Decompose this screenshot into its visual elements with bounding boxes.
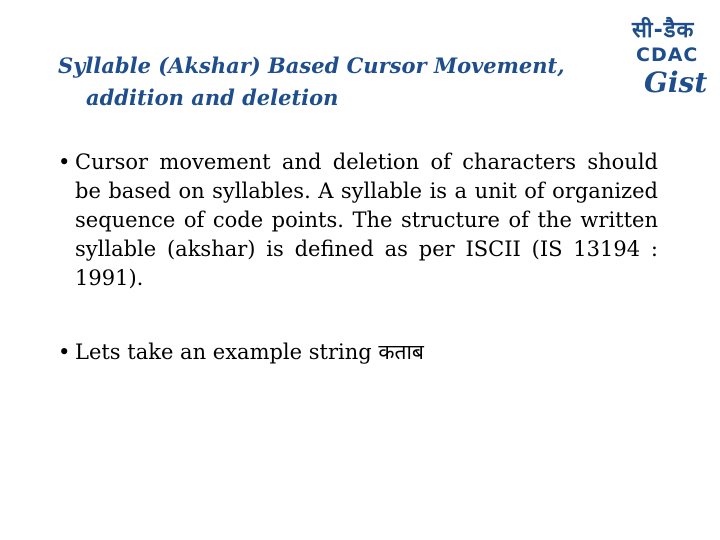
bullet-list xyxy=(58,148,658,367)
title-line-2: addition and deletion xyxy=(86,85,339,110)
bullet-dot: • xyxy=(58,340,71,364)
logo-devanagari-text: सी-डैक xyxy=(632,18,695,43)
slide-title xyxy=(58,50,618,114)
title-line-1: Syllable (Akshar) Based Cursor Movement, xyxy=(58,53,565,78)
bullet-text: Cursor movement and deletion of characters should be based on syllables. A syllable is a unit of organized sequence of code points. The structure of the written syllable (akshar) is defined as per ISCII (IS 13194 : 1991). xyxy=(75,150,658,290)
bullet-dot: • xyxy=(58,150,71,174)
logo-gist-text: Gist xyxy=(644,66,708,99)
logo-cdac-text: CDAC xyxy=(636,44,699,66)
bullet-item xyxy=(58,148,658,293)
bullet-item xyxy=(58,338,658,367)
bullet-text: Lets take an example string कताब xyxy=(75,340,424,364)
cdac-gist-logo xyxy=(622,14,712,104)
